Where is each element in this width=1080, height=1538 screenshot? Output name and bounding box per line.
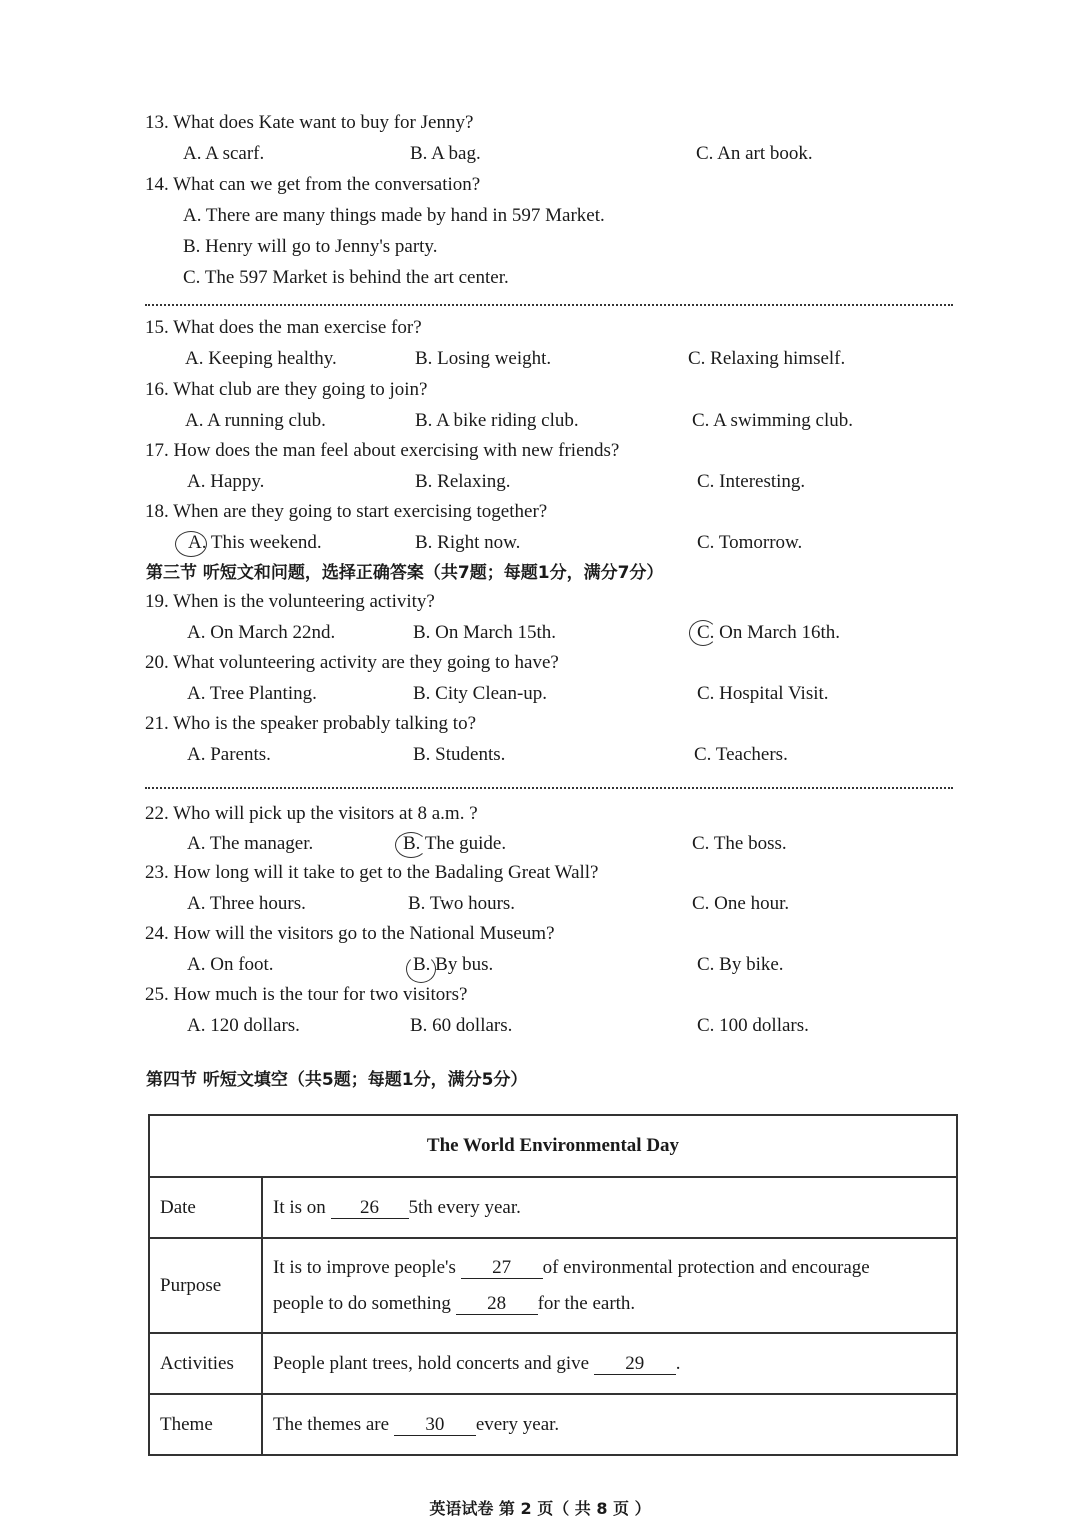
dotted-divider <box>145 304 953 306</box>
option-c: C. Relaxing himself. <box>688 348 846 369</box>
section-4-heading-line <box>0 1065 1080 1095</box>
option-a: A. Happy. <box>187 471 265 492</box>
option-a: A. Three hours. <box>187 893 306 914</box>
question-text: 19. When is the volunteering activity? <box>145 591 435 612</box>
activities-text-post: . <box>675 1352 681 1374</box>
theme-label: Theme <box>149 1394 262 1455</box>
option-c: C. By bike. <box>697 954 784 975</box>
question-19 <box>0 587 1080 617</box>
option-b: B. Students. <box>413 744 506 765</box>
option-a: A. The manager. <box>187 833 314 854</box>
purpose-content <box>262 1238 957 1333</box>
theme-content <box>262 1394 957 1455</box>
blank-26: 26 <box>331 1198 409 1219</box>
option-14-b-line <box>0 232 1080 262</box>
option-b: B. City Clean-up. <box>413 683 548 704</box>
option-a: A. There are many things made by hand in 597 Market. <box>183 205 605 226</box>
question-text: 23. How long will it take to get to the Badaling Great Wall? <box>145 862 599 883</box>
handwritten-circle-mark <box>175 531 207 557</box>
blank-30: 30 <box>394 1415 476 1436</box>
options-13 <box>0 139 1080 169</box>
blank-28: 28 <box>456 1294 538 1315</box>
option-14-c-line <box>0 263 1080 293</box>
date-content <box>262 1177 957 1238</box>
option-c: C. An art book. <box>696 143 813 164</box>
question-text: 16. What club are they going to join? <box>145 379 428 400</box>
purpose-text-post-1: of environmental protection and encourage <box>542 1256 870 1278</box>
option-c: C. Hospital Visit. <box>697 683 829 704</box>
option-14-a-line <box>0 201 1080 231</box>
option-a: A. This weekend. <box>188 532 322 553</box>
dotted-divider <box>145 787 953 789</box>
environmental-day-table <box>148 1114 958 1456</box>
handwritten-circle-mark <box>406 955 436 983</box>
option-b: B. A bag. <box>410 143 481 164</box>
option-b: B. On March 15th. <box>413 622 557 643</box>
section-3-heading: 第三节 听短文和问题，选择正确答案（共7题；每题1分，满分7分） <box>146 563 664 583</box>
question-text: 25. How much is the tour for two visitors? <box>145 984 468 1005</box>
activities-label: Activities <box>149 1333 262 1394</box>
options-20 <box>0 679 1080 709</box>
question-14 <box>0 170 1080 200</box>
question-text: 13. What does Kate want to buy for Jenny? <box>145 112 474 133</box>
question-24 <box>0 919 1080 949</box>
question-text: 14. What can we get from the conversation? <box>145 174 481 195</box>
table-title: The World Environmental Day <box>149 1115 957 1177</box>
section-4-heading: 第四节 听短文填空（共5题；每题1分，满分5分） <box>146 1070 528 1090</box>
option-b: B. Relaxing. <box>415 471 511 492</box>
date-text-post: 5th every year. <box>408 1196 521 1218</box>
question-15 <box>0 313 1080 343</box>
question-text: 18. When are they going to start exercising together? <box>145 501 548 522</box>
option-a: A. Tree Planting. <box>187 683 317 704</box>
options-25 <box>0 1011 1080 1041</box>
option-b: B. Losing weight. <box>415 348 552 369</box>
page-footer: 英语试卷 第 2 页（ 共 8 页 ） <box>429 1499 651 1518</box>
handwritten-circle-mark <box>689 620 717 646</box>
option-b: B. Right now. <box>415 532 521 553</box>
options-19 <box>0 618 1080 648</box>
question-16 <box>0 375 1080 405</box>
option-b: B. The guide. <box>403 833 507 854</box>
date-text-pre: It is on <box>273 1196 326 1218</box>
options-16 <box>0 406 1080 436</box>
question-17 <box>0 436 1080 466</box>
option-a: A. A running club. <box>185 410 326 431</box>
option-a: A. On foot. <box>187 954 274 975</box>
options-21 <box>0 740 1080 770</box>
purpose-text-pre-2: people to do something <box>273 1292 451 1314</box>
question-13 <box>0 108 1080 138</box>
purpose-text-post-2: for the earth. <box>537 1292 636 1314</box>
options-18 <box>0 528 1080 558</box>
option-a: A. 120 dollars. <box>187 1015 300 1036</box>
question-text: 24. How will the visitors go to the National Museum? <box>145 923 555 944</box>
option-c: C. 100 dollars. <box>697 1015 809 1036</box>
activities-content <box>262 1333 957 1394</box>
question-text: 20. What volunteering activity are they going to have? <box>145 652 559 673</box>
date-label: Date <box>149 1177 262 1238</box>
theme-text-post: every year. <box>475 1413 560 1435</box>
question-18 <box>0 497 1080 527</box>
option-c: C. Teachers. <box>694 744 788 765</box>
theme-text-pre: The themes are <box>273 1413 390 1435</box>
question-text: 15. What does the man exercise for? <box>145 317 422 338</box>
question-text: 21. Who is the speaker probably talking to? <box>145 713 477 734</box>
option-b: B. Two hours. <box>408 893 516 914</box>
option-a: A. Parents. <box>187 744 271 765</box>
option-b: B. By bus. <box>413 954 494 975</box>
option-c: C. The 597 Market is behind the art center. <box>183 267 509 288</box>
purpose-label: Purpose <box>149 1238 262 1333</box>
option-a: A. On March 22nd. <box>187 622 336 643</box>
options-17 <box>0 467 1080 497</box>
option-c: C. Interesting. <box>697 471 806 492</box>
question-23 <box>0 858 1080 888</box>
option-c: C. One hour. <box>692 893 790 914</box>
handwritten-circle-mark <box>395 832 427 858</box>
question-text: 17. How does the man feel about exercising with new friends? <box>145 440 620 461</box>
option-c: C. On March 16th. <box>697 622 841 643</box>
option-b: B. 60 dollars. <box>410 1015 513 1036</box>
options-23 <box>0 889 1080 919</box>
option-c: C. A swimming club. <box>692 410 853 431</box>
question-20 <box>0 648 1080 678</box>
option-a: A. A scarf. <box>183 143 265 164</box>
options-15 <box>0 344 1080 374</box>
blank-29: 29 <box>594 1354 676 1375</box>
question-22 <box>0 799 1080 829</box>
options-24 <box>0 950 1080 980</box>
question-text: 22. Who will pick up the visitors at 8 a.m. ? <box>145 803 478 824</box>
question-25 <box>0 980 1080 1010</box>
section-3-heading-line <box>0 558 1080 588</box>
activities-text-pre: People plant trees, hold concerts and give <box>273 1352 590 1374</box>
purpose-text-pre-1: It is to improve people's <box>273 1256 456 1278</box>
options-22 <box>0 829 1080 859</box>
option-b: B. A bike riding club. <box>415 410 579 431</box>
option-a: A. Keeping healthy. <box>185 348 337 369</box>
question-21 <box>0 709 1080 739</box>
option-b: B. Henry will go to Jenny's party. <box>183 236 438 257</box>
option-c: C. Tomorrow. <box>697 532 803 553</box>
blank-27: 27 <box>461 1258 543 1279</box>
option-c: C. The boss. <box>692 833 787 854</box>
